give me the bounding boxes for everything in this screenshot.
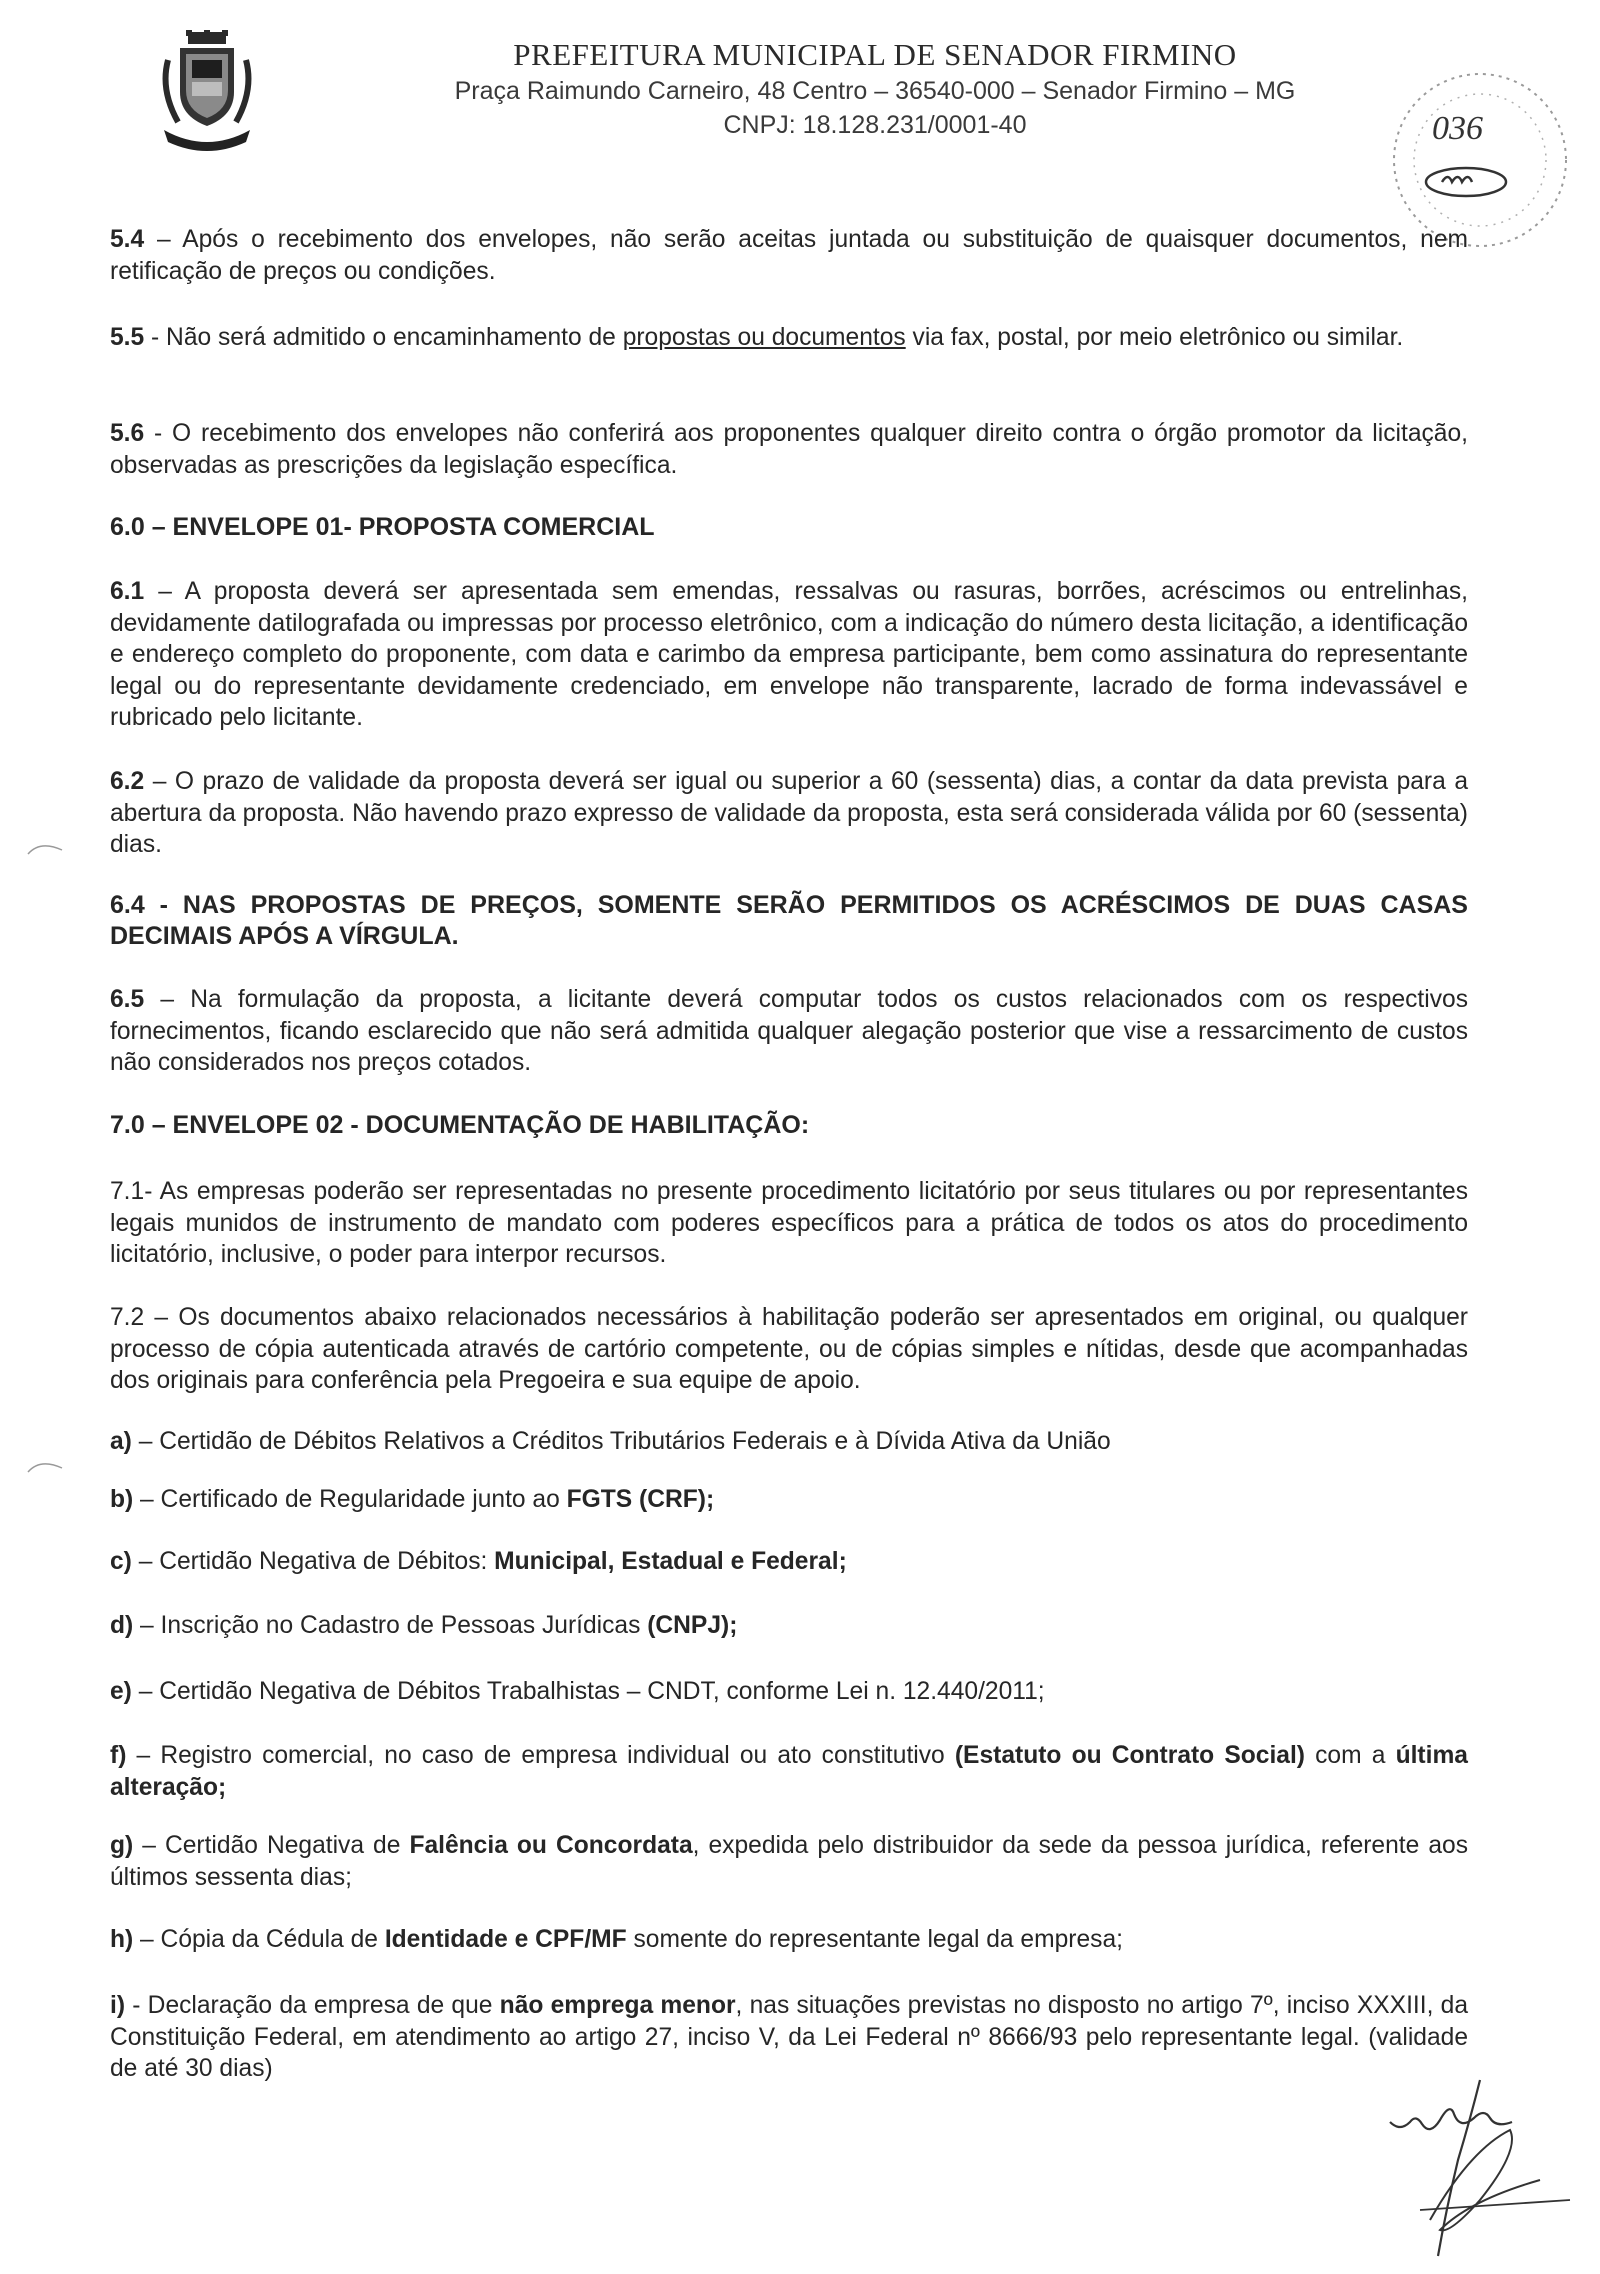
section-6-5	[110, 984, 1468, 1079]
item-bold-text: (Estatuto ou Contrato Social)	[954, 1742, 1305, 1769]
item-text: – Certidão de Débitos Relativos a Créditos Tributários Federais e à Dívida Ativa da União	[131, 1428, 1111, 1455]
heading-7-0: 7.0 – ENVELOPE 02 - DOCUMENTAÇÃO DE HABILITAÇÃO:	[110, 1111, 810, 1139]
section-text: – Na formulação da proposta, a licitante deverá computar todos os custos relacionados com os respectivos fornecimentos, ficando esclarecido que não será admitida qualquer alegação posterior que vise a ressarcimento de custos não considerados nos preços cotados.	[110, 986, 1468, 1076]
item-bold-text: (CNPJ);	[647, 1612, 738, 1639]
item-text: , nas situações previstas no disposto no artigo 7º, inciso XXXIII, da Constituição Federal, em atendimento ao artigo 27, inciso V, da Lei Federal nº 8666/93 pelo representante legal. (validade de até 30 dias)	[110, 1992, 1468, 2082]
item-bold-text: Identidade e CPF/MF	[384, 1926, 627, 1953]
municipal-crest-logo	[158, 30, 256, 158]
item-text: - Declaração da empresa de que	[125, 1992, 500, 2019]
section-7-1: 7.1- As empresas poderão ser representadas no presente procedimento licitatório por seus titulares ou por representantes legais munidos de instrumento de mandato com poderes específicos para a prática de todos os atos do procedimento licitatório, inclusive, o poder para interpor recursos.	[110, 1178, 1468, 1268]
section-6-1	[110, 576, 1468, 734]
item-label: h)	[110, 1926, 134, 1953]
section-number: 6.5	[110, 986, 145, 1013]
item-f	[110, 1740, 1468, 1803]
item-e	[110, 1676, 1468, 1708]
item-a	[110, 1426, 1468, 1458]
item-bold-text: última alteração;	[110, 1742, 1468, 1801]
item-label: e)	[110, 1678, 132, 1705]
item-label: i)	[110, 1992, 126, 2019]
section-text: – O prazo de validade da proposta deverá ser igual ou superior a 60 (sessenta) dias, a contar da data prevista para a abertura da proposta. Não havendo prazo expresso de validade da proposta, esta será considerada válida por 60 (sessenta) dias.	[110, 768, 1468, 858]
item-i	[110, 1990, 1468, 2085]
section-text: – A proposta deverá ser apresentada sem emendas, ressalvas ou rasuras, borrões, acréscimos ou entrelinhas, devidamente datilografada ou impressas por processo eletrônico, com a indicação do número desta licitação, a identificação e endereço completo do proponente, com data e carimbo da empresa participante, bem como assinatura do representante legal ou do representante devidamente credenciado, em envelope não transparente, lacrado de forma indevassável e rubricado pelo licitante.	[110, 578, 1468, 731]
section-6-2	[110, 766, 1468, 861]
item-label: g)	[110, 1832, 134, 1859]
heading-6-0: 6.0 – ENVELOPE 01- PROPOSTA COMERCIAL	[110, 513, 655, 541]
item-text: – Certificado de Regularidade junto ao	[133, 1486, 567, 1513]
margin-mark	[26, 1456, 66, 1476]
item-label: c)	[110, 1548, 132, 1575]
item-d	[110, 1610, 1468, 1642]
item-bold-text: Falência ou Concordata	[409, 1832, 693, 1859]
item-bold-text: não emprega menor	[499, 1992, 736, 2019]
item-label: d)	[110, 1612, 134, 1639]
section-text: - Não será admitido o encaminhamento de	[144, 324, 623, 351]
section-7-2: 7.2 – Os documentos abaixo relacionados necessários à habilitação poderão ser apresentados em original, ou qualquer processo de cópia autenticada através de cartório competente, ou de cópias simples e nítidas, desde que acompanhadas dos originais para conferência pela Pregoeira e sua equipe de apoio.	[110, 1304, 1468, 1394]
item-label: b)	[110, 1486, 134, 1513]
item-c	[110, 1546, 1468, 1578]
section-6-4: 6.4 - NAS PROPOSTAS DE PREÇOS, SOMENTE SERÃO PERMITIDOS OS ACRÉSCIMOS DE DUAS CASAS DECIMAIS APÓS A VÍRGULA.	[110, 891, 1468, 950]
section-number: 5.6	[110, 420, 145, 447]
section-5-5	[110, 322, 1468, 354]
stamp-page-number: 036	[1432, 110, 1483, 147]
item-text: somente do representante legal da empresa;	[626, 1926, 1123, 1953]
underlined-text: propostas ou documentos	[622, 324, 906, 351]
item-text: – Cópia da Cédula de	[133, 1926, 385, 1953]
item-bold-text: FGTS (CRF);	[566, 1486, 715, 1513]
section-5-6	[110, 418, 1468, 481]
item-text: – Registro comercial, no caso de empresa individual ou ato constitutivo	[126, 1742, 955, 1769]
letterhead	[330, 36, 1420, 142]
section-number: 5.4	[110, 226, 145, 253]
section-text: via fax, postal, por meio eletrônico ou similar.	[905, 324, 1404, 351]
section-number: 5.5	[110, 324, 145, 351]
item-g	[110, 1830, 1468, 1893]
item-text: com a	[1305, 1742, 1396, 1769]
item-text: – Inscrição no Cadastro de Pessoas Jurídicas	[133, 1612, 648, 1639]
margin-mark	[26, 838, 66, 858]
item-text: – Certidão Negativa de Débitos:	[131, 1548, 495, 1575]
letterhead-cnpj: CNPJ: 18.128.231/0001-40	[723, 111, 1027, 139]
item-label: f)	[110, 1742, 127, 1769]
section-text: - O recebimento dos envelopes não conferirá aos proponentes qualquer direito contra o órgão promotor da licitação, observadas as prescrições da legislação específica.	[110, 420, 1468, 479]
section-text: – Após o recebimento dos envelopes, não serão aceitas juntada ou substituição de quaisquer documentos, nem retificação de preços ou condições.	[110, 226, 1468, 285]
item-b	[110, 1484, 1468, 1516]
item-label: a)	[110, 1428, 132, 1455]
item-text: – Certidão Negativa de	[133, 1832, 410, 1859]
item-text: – Certidão Negativa de Débitos Trabalhistas – CNDT, conforme Lei n. 12.440/2011;	[131, 1678, 1045, 1705]
section-number: 6.1	[110, 578, 145, 605]
letterhead-title: PREFEITURA MUNICIPAL DE SENADOR FIRMINO	[513, 37, 1237, 72]
item-bold-text: Municipal, Estadual e Federal;	[494, 1548, 847, 1575]
letterhead-address: Praça Raimundo Carneiro, 48 Centro – 36540-000 – Senador Firmino – MG	[454, 77, 1296, 105]
handwritten-signature	[1360, 2060, 1600, 2274]
item-text: , expedida pelo distribuidor da sede da pessoa jurídica, referente aos últimos sessenta dias;	[110, 1832, 1468, 1891]
item-h	[110, 1924, 1468, 1956]
section-number: 6.2	[110, 768, 145, 795]
section-5-4	[110, 224, 1468, 287]
